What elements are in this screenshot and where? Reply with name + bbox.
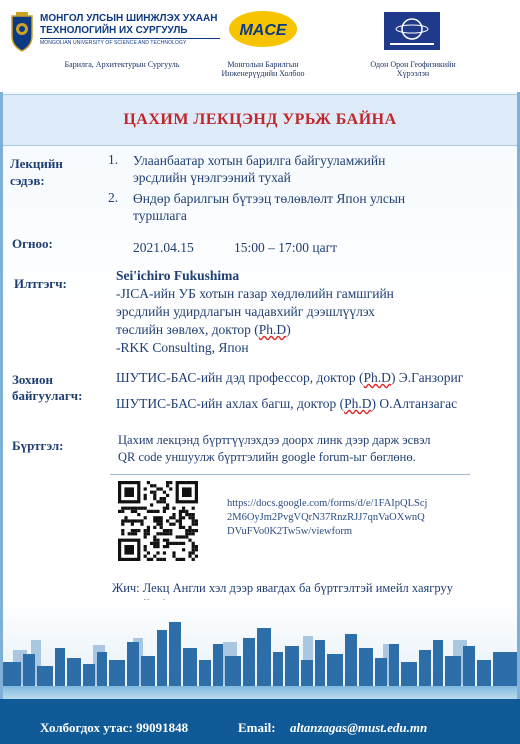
speaker-line-3 <box>116 321 291 338</box>
organizer-1-title: ШУТИС-БАС-ийн дэд профессор, доктор ( <box>116 370 364 385</box>
mace-logo-icon <box>228 10 298 48</box>
qr-code-icon[interactable] <box>118 481 198 561</box>
mace-logo-text: MACE <box>239 22 287 39</box>
date-label: Огноо: <box>12 236 53 251</box>
organizer-1-name: ) Э.Ганзориг <box>390 370 464 385</box>
registration-link-line-1: https://docs.google.com/forms/d/e/1FAIpQLScj <box>227 498 428 509</box>
must-university-name-en: MONGOLIAN UNIVERSITY OF SCIENCE AND TECHNOLOGY <box>40 38 220 46</box>
note-line-1: Жич: Лекц Англи хэл дээр явагдах ба бүртгэлтэй имейл хаягруу <box>112 581 453 595</box>
city-skyline-illustration <box>3 600 517 699</box>
iags-institute-logo-icon <box>384 12 440 50</box>
date-value: 2021.04.15 <box>133 240 194 255</box>
registration-label: Бүртгэл: <box>12 438 64 453</box>
header <box>0 0 520 92</box>
organizer-2-degree: Ph.D <box>344 396 372 411</box>
organizer-person-2 <box>116 395 457 412</box>
topic-2-line-1: Өндөр барилгын бүтээц төлөвлөлт Япон улсын <box>133 191 406 206</box>
topic-number-2: 2. <box>108 190 119 205</box>
topic-1-line-2: эрсдлийн үнэлгээний тухай <box>133 170 291 185</box>
organizer-2-title: ШУТИС-БАС-ийн ахлах багш, доктор ( <box>116 396 345 411</box>
speaker-name: Sei'ichiro Fukushima <box>116 268 240 283</box>
organizer-label-1: Зохион <box>12 372 54 387</box>
organizer-2-name: ) О.Алтанзагас <box>371 396 458 411</box>
speaker-title-close: ) <box>286 322 291 337</box>
topic-label: Лекцийн сэдэв: <box>10 156 63 188</box>
organizer-person-1 <box>116 369 463 386</box>
must-school-name: Барилга, Архитектурын Сургууль <box>64 60 180 69</box>
registration-link[interactable] <box>227 497 507 539</box>
speaker-line-2: эрсдлийн удирдлагын чадавхийг дээшлүүлэх <box>116 304 375 319</box>
speaker-degree-text: Ph.D <box>258 322 287 337</box>
mace-association-name: Монголын Барилгын Инженерүүдийн Холбоо <box>221 60 305 78</box>
speaker-label: Илтгэгч: <box>14 276 67 291</box>
iags-institute-name: Одон Орон Геофизикийн Хүрээлэн <box>370 60 456 78</box>
topic-2-line-2: туршлага <box>133 208 187 223</box>
organizer-1-degree: Ph.D <box>363 370 391 385</box>
footer <box>0 699 520 744</box>
registration-link-line-2: 2M6OyJm2PvgVQrN37RnzRJJ7qnVaOXwnQ <box>227 512 425 523</box>
must-shield-logo-icon <box>10 12 34 52</box>
page-title: ЦАХИМ ЛЕКЦЭНД УРЬЖ БАЙНА <box>123 111 397 128</box>
time-value: 15:00 – 17:00 цагт <box>234 240 338 255</box>
registration-line-1: Цахим лекцэнд бүртгүүлэхдээ доорх линк дээр дарж эсвэл <box>118 433 431 447</box>
divider <box>110 474 470 475</box>
speaker-line-1: -JICA-ийн УБ хотын газар хөдлөлийн гамшгийн <box>116 286 394 301</box>
organizer-label-2: байгуулагч: <box>12 388 83 403</box>
contact-phone: Холбогдох утас: 99091848 <box>40 720 189 735</box>
contact-email-label: Email: <box>238 720 276 735</box>
speaker-line-4: -RKK Consulting, Япон <box>116 340 249 355</box>
topic-number-1: 1. <box>108 152 119 167</box>
must-university-name: МОНГОЛ УЛСЫН ШИНЖЛЭХ УХААН ТЕХНОЛОГИЙН ИХ СУРГУУЛЬ <box>40 13 218 36</box>
registration-line-2: QR code уншуулж бүртгэлийн google forum-ыг бөглөнө. <box>118 450 416 464</box>
title-banner <box>3 94 517 146</box>
topic-1-line-1: Улаанбаатар хотын барилга байгууламжийн <box>133 153 386 168</box>
registration-link-line-3: DVuFVo0K2Tw5w/viewform <box>227 526 353 537</box>
speaker-title-text: төслийн зөвлөх, доктор ( <box>116 322 259 337</box>
contact-email-link[interactable]: altanzagas@must.edu.mn <box>290 720 428 735</box>
